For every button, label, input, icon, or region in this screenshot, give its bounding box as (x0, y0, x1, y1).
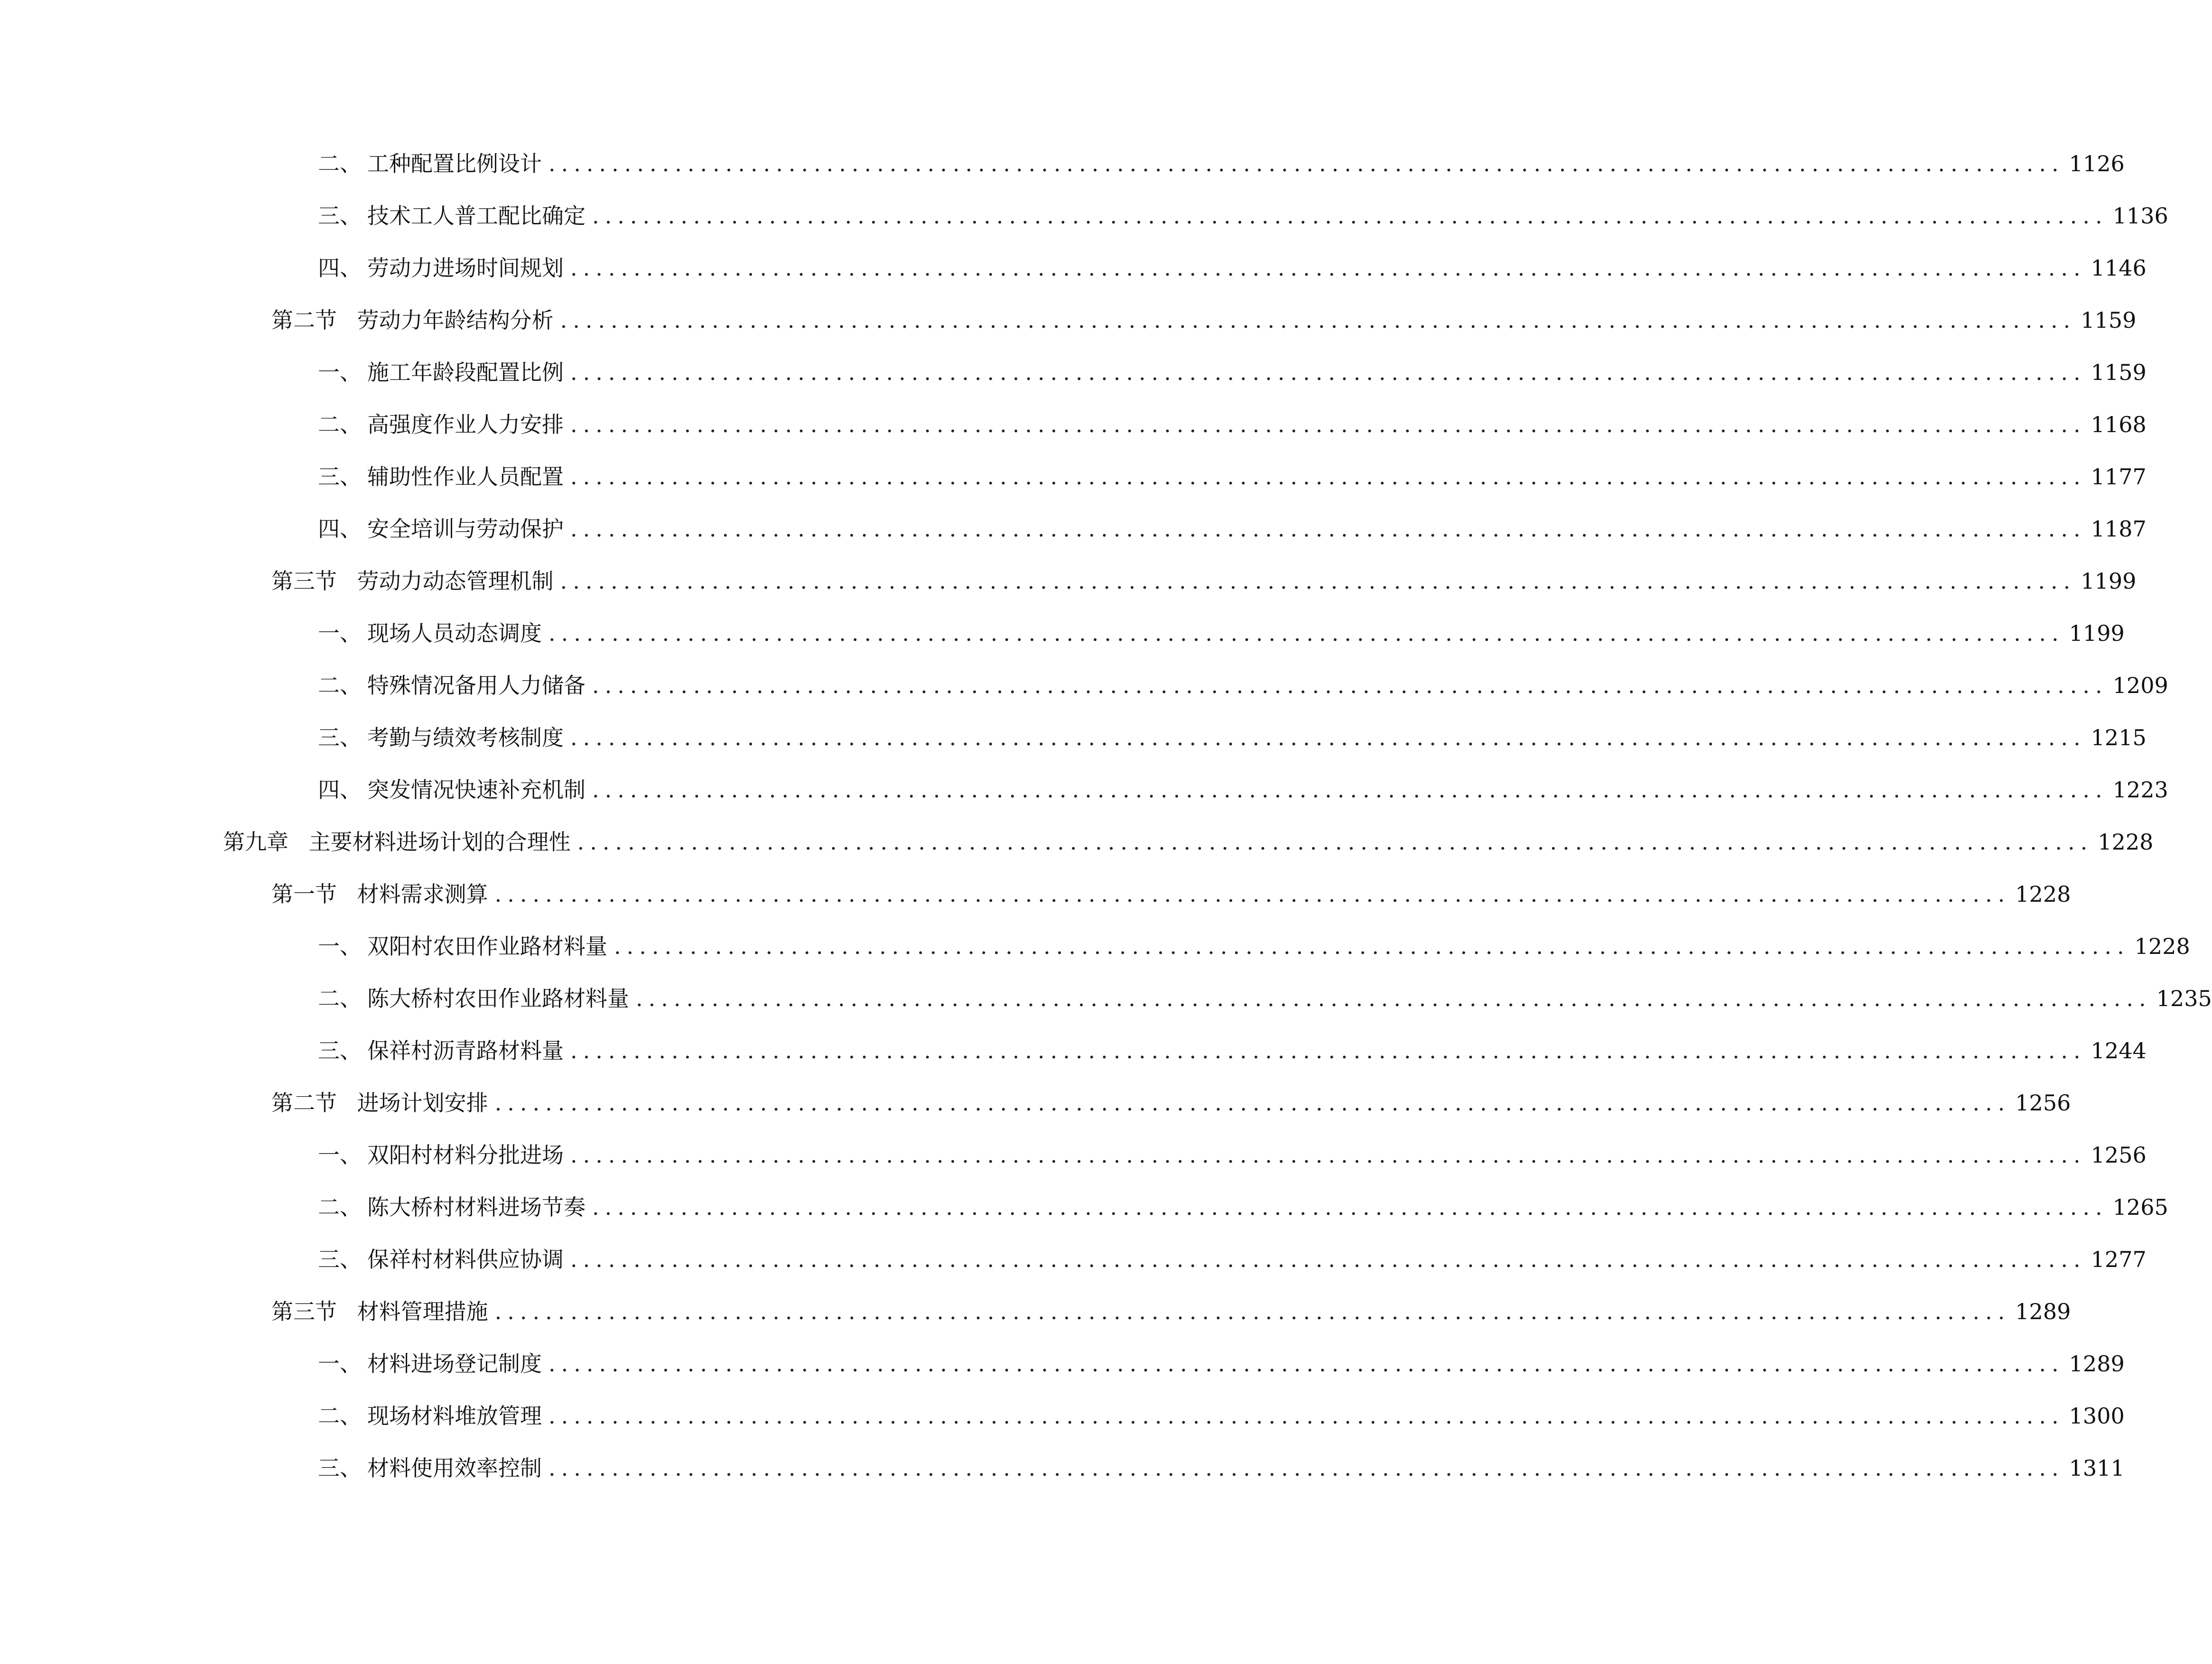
toc-entry-number: 一、 (318, 360, 362, 385)
toc-dot-leader: ........................................................................................................................ (570, 255, 2086, 281)
toc-entry[interactable] (0, 451, 2147, 503)
toc-page-number: 1289 (2015, 1299, 2071, 1324)
toc-entry-title (318, 1144, 570, 1166)
toc-dot-leader: ........................................................................................................................ (592, 1194, 2108, 1220)
toc-entry-title (318, 675, 592, 696)
toc-entry[interactable] (0, 398, 2147, 451)
toc-entry-number: 第一节 (271, 881, 337, 907)
toc-entry-text: 高强度作业人力安排 (367, 412, 564, 437)
toc-dot-leader: ........................................................................................................................ (560, 568, 2076, 594)
toc-entry-title (318, 414, 570, 435)
toc-entry[interactable] (0, 1077, 2071, 1129)
toc-dot-leader: ........................................................................................................................ (614, 934, 2130, 959)
toc-entry-number: 一、 (318, 1142, 362, 1168)
toc-entry-text: 材料管理措施 (357, 1299, 488, 1324)
toc-entry-number: 三、 (318, 725, 362, 750)
toc-entry[interactable] (0, 1285, 2071, 1338)
toc-entry-number: 一、 (318, 1351, 362, 1377)
toc-page-number: 1159 (2091, 360, 2147, 385)
toc-entry[interactable] (0, 1233, 2147, 1285)
toc-entry[interactable] (0, 242, 2147, 294)
toc-page-number: 1228 (2098, 829, 2154, 855)
toc-entry[interactable] (0, 920, 2190, 972)
toc-dot-leader: ........................................................................................................................ (592, 203, 2108, 229)
toc-entry-text: 技术工人普工配比确定 (367, 203, 586, 229)
toc-page-number: 1265 (2112, 1194, 2168, 1220)
toc-dot-leader: ........................................................................................................................ (570, 516, 2086, 542)
toc-entry-text: 辅助性作业人员配置 (367, 464, 564, 490)
toc-dot-leader: ........................................................................................................................ (560, 307, 2076, 333)
toc-page-number: 1277 (2091, 1247, 2147, 1272)
toc-entry-text: 突发情况快速补充机制 (367, 777, 586, 803)
toc-entry-title (318, 205, 592, 227)
toc-dot-leader: ........................................................................................................................ (494, 881, 2011, 907)
toc-entry-title (318, 622, 548, 644)
toc-entry-title (271, 1092, 495, 1114)
toc-entry-gap (350, 307, 357, 333)
toc-entry-title (318, 466, 570, 488)
toc-entry-title (318, 1405, 548, 1427)
toc-page-number: 1228 (2134, 934, 2190, 959)
toc-entry-text: 保祥村材料供应协调 (367, 1247, 564, 1272)
toc-entry[interactable] (0, 1181, 2168, 1233)
toc-entry-number: 二、 (318, 151, 362, 176)
toc-page-number: 1256 (2015, 1090, 2071, 1116)
toc-entry[interactable] (0, 294, 2137, 346)
table-of-contents (0, 138, 2212, 1494)
toc-entry-text: 保祥村沥青路材料量 (367, 1038, 564, 1063)
toc-page-number: 1126 (2069, 151, 2125, 176)
toc-page-number: 1159 (2081, 307, 2137, 333)
toc-dot-leader: ........................................................................................................................ (570, 360, 2086, 385)
toc-page-number: 1168 (2091, 412, 2147, 437)
toc-dot-leader: ........................................................................................................................ (636, 986, 2152, 1011)
toc-entry-gap (350, 1299, 357, 1324)
toc-entry-number: 四、 (318, 516, 362, 542)
toc-page-number: 1289 (2069, 1351, 2125, 1377)
toc-dot-leader: ........................................................................................................................ (548, 151, 2064, 176)
toc-entry-title (223, 831, 577, 853)
toc-page-number: 1244 (2091, 1038, 2147, 1063)
toc-entry-text: 主要材料进场计划的合理性 (308, 829, 571, 855)
toc-entry-text: 进场计划安排 (357, 1090, 488, 1116)
toc-entry-number: 第三节 (271, 1299, 337, 1324)
toc-page-number: 1209 (2112, 673, 2168, 698)
toc-entry-title (318, 1457, 548, 1479)
toc-entry-gap (350, 881, 357, 907)
toc-entry-text: 现场材料堆放管理 (367, 1403, 542, 1429)
toc-entry-text: 陈大桥村农田作业路材料量 (367, 986, 629, 1011)
toc-page-number: 1177 (2091, 464, 2147, 490)
toc-entry-number: 三、 (318, 203, 362, 229)
toc-page-number: 1215 (2091, 725, 2147, 750)
toc-entry-text: 材料进场登记制度 (367, 1351, 542, 1377)
toc-entry-number: 第二节 (271, 1090, 337, 1116)
toc-entry-text: 特殊情况备用人力储备 (367, 673, 586, 698)
toc-entry-gap (350, 568, 357, 594)
toc-entry-title (318, 988, 636, 1009)
toc-entry[interactable] (0, 1442, 2125, 1494)
toc-entry-number: 三、 (318, 464, 362, 490)
toc-page-number: 1228 (2015, 881, 2071, 907)
toc-dot-leader: ........................................................................................................................ (548, 1455, 2064, 1481)
toc-page-number: 1187 (2091, 516, 2147, 542)
toc-entry-title (318, 727, 570, 749)
toc-entry-text: 双阳村农田作业路材料量 (367, 934, 607, 959)
toc-entry-title (318, 153, 548, 175)
toc-entry-number: 第三节 (271, 568, 337, 594)
toc-entry[interactable] (0, 555, 2137, 607)
toc-entry-text: 考勤与绩效考核制度 (367, 725, 564, 750)
toc-entry[interactable] (0, 190, 2168, 242)
toc-entry[interactable] (0, 346, 2147, 398)
toc-entry-title (318, 1248, 570, 1270)
toc-dot-leader: ........................................................................................................................ (570, 1142, 2086, 1168)
toc-entry-number: 二、 (318, 986, 362, 1011)
toc-entry-text: 双阳村材料分批进场 (367, 1142, 564, 1168)
toc-entry[interactable] (0, 1390, 2125, 1442)
toc-entry-number: 二、 (318, 1194, 362, 1220)
toc-entry-title (318, 1353, 548, 1375)
toc-entry-text: 工种配置比例设计 (367, 151, 542, 176)
toc-entry-text: 材料使用效率控制 (367, 1455, 542, 1481)
toc-entry-text: 劳动力动态管理机制 (357, 568, 554, 594)
toc-entry-number: 一、 (318, 620, 362, 646)
toc-dot-leader: ........................................................................................................................ (592, 777, 2108, 803)
toc-entry-number: 二、 (318, 673, 362, 698)
toc-entry[interactable] (0, 764, 2168, 816)
toc-page-number: 1311 (2069, 1455, 2125, 1481)
toc-dot-leader: ........................................................................................................................ (570, 1247, 2086, 1272)
toc-entry-gap (350, 1090, 357, 1116)
toc-dot-leader: ........................................................................................................................ (494, 1090, 2011, 1116)
toc-entry[interactable] (0, 503, 2147, 555)
toc-dot-leader: ........................................................................................................................ (548, 1351, 2064, 1377)
toc-page-number: 1136 (2112, 203, 2168, 229)
toc-entry-title (318, 1196, 592, 1218)
toc-page-number: 1199 (2081, 568, 2137, 594)
toc-entry-title (318, 1040, 570, 1062)
toc-entry-number: 一、 (318, 934, 362, 959)
toc-dot-leader: ........................................................................................................................ (570, 1038, 2086, 1063)
toc-entry[interactable] (0, 138, 2125, 190)
toc-entry-title (318, 935, 614, 957)
toc-entry-number: 三、 (318, 1247, 362, 1272)
toc-entry-title (318, 779, 592, 801)
toc-entry-title (271, 883, 495, 905)
toc-entry-text: 劳动力进场时间规划 (367, 255, 564, 281)
toc-dot-leader: ........................................................................................................................ (577, 829, 2093, 855)
toc-entry-title (318, 361, 570, 383)
toc-entry-text: 劳动力年龄结构分析 (357, 307, 554, 333)
toc-entry-title (271, 1301, 495, 1322)
toc-entry-title (271, 570, 560, 592)
toc-entry-text: 材料需求测算 (357, 881, 488, 907)
toc-page-number: 1300 (2069, 1403, 2125, 1429)
toc-entry-title (318, 257, 570, 279)
toc-dot-leader: ........................................................................................................................ (570, 464, 2086, 490)
toc-dot-leader: ........................................................................................................................ (494, 1299, 2011, 1324)
toc-entry[interactable] (0, 972, 2212, 1025)
toc-dot-leader: ........................................................................................................................ (548, 1403, 2064, 1429)
toc-dot-leader: ........................................................................................................................ (548, 620, 2064, 646)
toc-entry-number: 第九章 (223, 829, 288, 855)
toc-entry-number: 三、 (318, 1455, 362, 1481)
toc-page-number: 1256 (2091, 1142, 2147, 1168)
toc-entry-text: 安全培训与劳动保护 (367, 516, 564, 542)
toc-entry-number: 三、 (318, 1038, 362, 1063)
toc-page-number: 1235 (2156, 986, 2212, 1011)
toc-entry[interactable] (0, 712, 2147, 764)
toc-entry[interactable] (0, 1338, 2125, 1390)
toc-entry-number: 二、 (318, 412, 362, 437)
toc-entry-gap (302, 829, 309, 855)
toc-entry[interactable] (0, 607, 2125, 659)
toc-entry-number: 四、 (318, 255, 362, 281)
toc-entry[interactable] (0, 868, 2071, 920)
toc-entry-text: 施工年龄段配置比例 (367, 360, 564, 385)
toc-entry-text: 现场人员动态调度 (367, 620, 542, 646)
toc-entry-number: 第二节 (271, 307, 337, 333)
toc-entry-number: 二、 (318, 1403, 362, 1429)
toc-entry[interactable] (0, 1129, 2147, 1181)
toc-entry[interactable] (0, 1025, 2147, 1077)
toc-entry[interactable] (0, 659, 2168, 712)
toc-entry-text: 陈大桥村材料进场节奏 (367, 1194, 586, 1220)
toc-page-number: 1199 (2069, 620, 2125, 646)
toc-entry-title (318, 518, 570, 540)
toc-page-number: 1223 (2112, 777, 2168, 803)
toc-entry[interactable] (0, 816, 2154, 868)
toc-entry-number: 四、 (318, 777, 362, 803)
toc-entry-title (271, 309, 560, 331)
toc-dot-leader: ........................................................................................................................ (570, 412, 2086, 437)
toc-dot-leader: ........................................................................................................................ (592, 673, 2108, 698)
toc-dot-leader: ........................................................................................................................ (570, 725, 2086, 750)
toc-page-number: 1146 (2091, 255, 2147, 281)
